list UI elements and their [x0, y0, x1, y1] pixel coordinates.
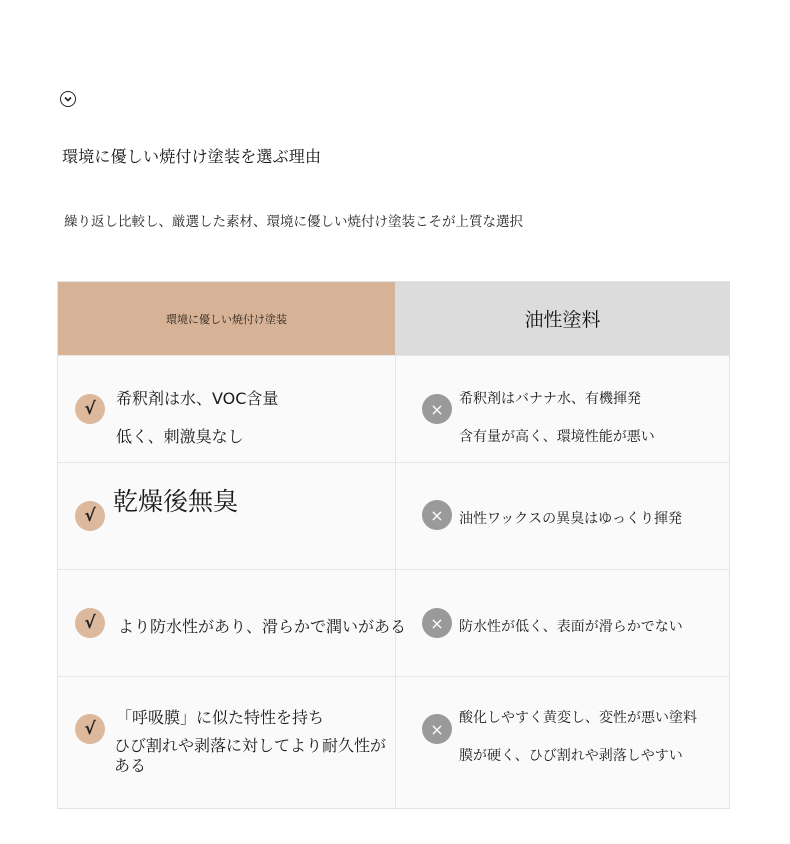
page-subtitle: 繰り返し比較し、厳選した素材、環境に優しい焼付け塗装こそが上質な選択 [64, 214, 523, 230]
cross-icon: × [422, 394, 452, 424]
check-icon: √ [75, 501, 105, 531]
header-oil-paint: 油性塗料 [395, 282, 730, 355]
cross-icon: × [422, 500, 452, 530]
chevron-down-icon[interactable] [60, 91, 76, 107]
row-left-text: 「呼吸膜」に似た特性を持ち [116, 708, 325, 727]
row-right-text: 膜が硬く、ひび割れや剥落しやすい [459, 748, 683, 764]
row-right-text: 油性ワックスの異臭はゆっくり揮発 [459, 511, 683, 527]
cross-icon: × [422, 608, 452, 638]
check-icon: √ [75, 394, 105, 424]
comparison-table [57, 281, 730, 809]
table-row [58, 355, 729, 462]
row-left-text: 乾燥後無臭 [113, 487, 239, 516]
cross-icon: × [422, 714, 452, 744]
row-left-text: ひび割れや剥落に対してより耐久性がある [114, 736, 387, 775]
header-eco-coating: 環境に優しい焼付け塗装 [58, 282, 395, 355]
check-icon: √ [75, 608, 105, 638]
table-row [58, 569, 729, 676]
row-left-text: 低く、刺激臭なし [116, 427, 244, 446]
page-title: 環境に優しい焼付け塗装を選ぶ理由 [62, 147, 322, 166]
check-icon: √ [75, 714, 105, 744]
row-right-text: 希釈剤はバナナ水、有機揮発 [459, 391, 641, 407]
row-left-text: 希釈剤は水、VOC含量 [116, 389, 279, 408]
row-right-text: 防水性が低く、表面が滑らかでない [459, 619, 683, 635]
row-left-text: より防水性があり、滑らかで潤いがある [118, 617, 407, 636]
row-right-text: 含有量が高く、環境性能が悪い [459, 429, 655, 445]
row-right-text: 酸化しやすく黄変し、変性が悪い塗料 [459, 710, 697, 726]
table-row [58, 676, 729, 810]
table-row [58, 462, 729, 569]
